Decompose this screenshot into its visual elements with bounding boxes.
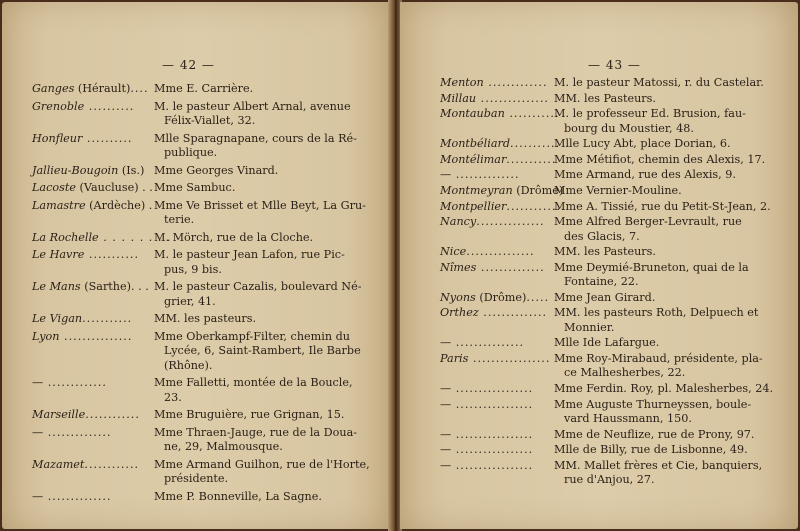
place-note: (Hérault) xyxy=(74,82,131,95)
entry-line: Mlle Ide Lafargue. xyxy=(554,336,660,350)
leader-dots: .......... xyxy=(84,99,135,113)
entry-text xyxy=(554,306,758,335)
place-label: — xyxy=(32,426,44,439)
entry-line: Mme de Neuflize, rue de Prony, 97. xyxy=(554,427,755,441)
leader-dots: .............. xyxy=(476,260,545,274)
entry-text xyxy=(554,76,764,90)
entry-text xyxy=(154,132,357,161)
leader-dots: ................. xyxy=(451,443,534,457)
right-page xyxy=(400,2,798,529)
entry-line: vard Haussmann, 150. xyxy=(564,412,692,425)
place-name xyxy=(440,168,520,182)
entry-line: Mme Roy-Mirabaud, présidente, pla- xyxy=(554,352,763,365)
leader-dots: ............. xyxy=(506,199,566,213)
place-name xyxy=(32,164,144,178)
entry-text xyxy=(554,168,736,182)
entry-text xyxy=(554,352,763,381)
entry-text xyxy=(154,312,256,326)
leader-dots: ........... xyxy=(504,107,560,121)
place-label: — xyxy=(440,458,452,472)
entry-line: Mme Jean Girard. xyxy=(554,290,656,304)
place-name xyxy=(440,200,566,214)
entry-line: Mme Georges Vinard. xyxy=(154,163,279,177)
place-name xyxy=(440,107,560,121)
place-name xyxy=(32,181,153,195)
entry-text xyxy=(554,428,754,442)
place-name xyxy=(32,376,107,390)
place-note: (Vaucluse) . . xyxy=(75,181,153,195)
leader-dots: ........... xyxy=(510,137,561,151)
entry-line: Mlle Lucy Abt, place Dorian, 6. xyxy=(554,137,731,151)
entry-line: Mme Bruguière, rue Grignan, 15. xyxy=(154,408,345,422)
place-name xyxy=(440,291,549,305)
leader-dots: . . . . . . . . xyxy=(98,230,172,244)
entry-text xyxy=(154,330,361,373)
place-name xyxy=(440,137,560,151)
place-label: Montpellier xyxy=(440,199,507,213)
place-name xyxy=(440,306,547,320)
entry-text xyxy=(554,92,656,106)
place-label: Nîmes xyxy=(440,260,477,274)
place-note: (Sarthe). . . xyxy=(80,280,149,294)
place-name xyxy=(32,312,132,326)
place-name xyxy=(440,245,535,259)
entry-line: bourg du Moustier, 48. xyxy=(564,121,694,135)
place-name xyxy=(32,458,139,472)
leader-dots: .............. xyxy=(478,306,548,320)
place-name xyxy=(32,199,152,213)
place-label: Le Havre xyxy=(32,248,85,262)
place-label: — xyxy=(32,490,44,503)
place-label: — xyxy=(32,376,44,390)
entry-text xyxy=(154,181,235,195)
place-note: (Drôme) xyxy=(475,290,527,304)
entry-text xyxy=(154,426,357,455)
place-label: Nancy xyxy=(440,215,477,229)
place-label: Mazamet xyxy=(32,458,85,471)
leader-dots: .............. xyxy=(43,426,112,439)
entry-line: Mme Sambuc. xyxy=(154,181,236,195)
entry-text xyxy=(554,459,762,488)
entry-line: M. le pasteur Jean Lafon, rue Pic- xyxy=(154,248,345,262)
entry-text xyxy=(154,458,370,487)
place-label: Marseille xyxy=(32,408,86,422)
entry-line: MM. les Pasteurs. xyxy=(554,91,656,105)
left-page xyxy=(2,2,390,529)
entry-line: rue d'Anjou, 27. xyxy=(564,473,655,487)
place-label: Montauban xyxy=(440,107,505,121)
place-name xyxy=(32,82,149,96)
place-name xyxy=(440,443,533,457)
entry-line: grier, 41. xyxy=(164,294,216,308)
place-label: Nyons xyxy=(440,290,476,304)
leader-dots: ........... xyxy=(84,248,140,262)
entry-line: Mme Deymié-Bruneton, quai de la xyxy=(554,260,749,274)
place-name xyxy=(440,352,550,366)
entry-text xyxy=(154,248,345,277)
place-label: — xyxy=(440,443,452,457)
page-number: — 42 — xyxy=(162,58,215,72)
place-name xyxy=(440,398,533,412)
place-name xyxy=(32,426,112,440)
entry-text xyxy=(154,490,322,504)
leader-dots: ................. xyxy=(468,352,551,365)
leader-dots: ............... xyxy=(476,215,545,229)
entry-text xyxy=(154,231,313,245)
place-label: Orthez xyxy=(440,306,479,320)
entry-text xyxy=(554,215,742,244)
entry-line: Mme Thraen-Jauge, rue de la Doua- xyxy=(154,426,358,439)
entry-line: Mme P. Bonneville, La Sagne. xyxy=(154,490,322,503)
place-name xyxy=(440,382,533,396)
place-name xyxy=(440,261,545,275)
entry-text xyxy=(154,82,253,96)
place-note: (Is.) xyxy=(118,163,145,177)
entry-line: Mlle Sparagnapane, cours de la Ré- xyxy=(154,131,357,145)
entry-text xyxy=(554,336,659,350)
entry-text xyxy=(154,164,278,178)
place-name xyxy=(32,231,172,245)
entry-line: Mme Armand Guilhon, rue de l'Horte, xyxy=(154,458,370,471)
place-label: — xyxy=(440,168,452,182)
place-label: Jallieu-Bougoin xyxy=(32,163,119,177)
place-label: Lamastre xyxy=(32,198,86,212)
entry-line: Mme Alfred Berger-Levrault, rue xyxy=(554,215,742,229)
place-name xyxy=(440,336,524,350)
place-label: — xyxy=(440,336,452,350)
entry-line: Mme E. Carrière. xyxy=(154,82,254,95)
entry-text xyxy=(554,137,731,151)
leader-dots: .......... xyxy=(82,131,133,145)
place-label: Menton xyxy=(440,76,484,89)
entry-line: Mme Armand, rue des Alexis, 9. xyxy=(554,168,736,182)
entry-line: Mme Métifiot, chemin des Alexis, 17. xyxy=(554,152,766,166)
place-name xyxy=(440,153,556,167)
entry-line: Mlle de Billy, rue de Lisbonne, 49. xyxy=(554,443,748,457)
leader-dots: ..... xyxy=(526,290,550,304)
place-label: Montmeyran xyxy=(440,184,513,197)
entry-line: M. le pasteur Albert Arnal, avenue xyxy=(154,99,351,113)
place-label: Montbéliard xyxy=(440,137,511,151)
entry-line: Mme Ferdin. Roy, pl. Malesherbes, 24. xyxy=(554,382,774,395)
entry-text xyxy=(554,245,656,259)
place-name xyxy=(32,132,132,146)
entry-text xyxy=(154,199,366,228)
entry-text xyxy=(554,184,682,198)
entry-text xyxy=(154,280,361,309)
entry-line: Mme Oberkampf-Filter, chemin du xyxy=(154,330,350,343)
place-name xyxy=(32,330,132,344)
entry-line: Mme Ve Brisset et Mlle Beyt, La Gru- xyxy=(154,198,366,212)
page-number: — 43 — xyxy=(588,58,641,72)
entry-line: MM. les pasteurs Roth, Delpuech et xyxy=(554,306,759,320)
place-label: Lacoste xyxy=(32,181,76,195)
directory-list xyxy=(2,2,390,529)
entry-line: Félix-Viallet, 32. xyxy=(164,114,256,127)
leader-dots: ............ xyxy=(84,458,140,471)
entry-line: (Rhône). xyxy=(164,358,213,372)
place-note: (Drôme) xyxy=(512,184,564,197)
place-name xyxy=(440,459,533,473)
entry-line: pus, 9 bis. xyxy=(164,262,222,276)
leader-dots: ............... xyxy=(59,330,133,343)
entry-line: Monnier. xyxy=(564,320,615,334)
entry-line: M. le pasteur Matossi, r. du Castelar. xyxy=(554,76,764,89)
entry-text xyxy=(154,100,351,129)
leader-dots: ........... xyxy=(82,312,133,326)
place-label: — xyxy=(440,427,452,441)
place-label: Paris xyxy=(440,352,469,365)
place-name xyxy=(32,248,139,262)
entry-line: MM. les Pasteurs. xyxy=(554,245,656,259)
entry-text xyxy=(154,376,353,405)
entry-text xyxy=(554,261,749,290)
place-note: (Ardèche) . xyxy=(85,198,153,212)
entry-text xyxy=(154,408,344,422)
leader-dots: ............ xyxy=(85,408,140,422)
entry-line: Lycée, 6, Saint-Rambert, Ile Barbe xyxy=(164,344,361,358)
place-label: — xyxy=(440,397,452,411)
place-name xyxy=(32,280,149,294)
entry-text xyxy=(554,382,773,396)
entry-line: présidente. xyxy=(164,472,229,486)
entry-line: MM. les pasteurs. xyxy=(154,312,257,326)
entry-line: M. le pasteur Cazalis, boulevard Né- xyxy=(154,280,362,294)
leader-dots: ............... xyxy=(451,336,525,350)
place-name xyxy=(32,100,134,114)
entry-text xyxy=(554,291,655,305)
entry-text xyxy=(554,398,751,427)
place-name xyxy=(32,490,112,504)
place-name xyxy=(32,408,140,422)
entry-text xyxy=(554,443,748,457)
leader-dots: ........... xyxy=(506,152,557,166)
place-name xyxy=(440,184,563,198)
place-name xyxy=(440,215,545,229)
leader-dots: ............... xyxy=(476,91,549,105)
entry-text xyxy=(554,200,771,214)
leader-dots: ................. xyxy=(451,458,534,472)
directory-list xyxy=(400,2,798,529)
leader-dots: ................. xyxy=(451,427,534,441)
place-label: Le Vigan xyxy=(32,312,83,326)
entry-line: M. le professeur Ed. Brusion, fau- xyxy=(554,107,746,121)
entry-line: des Glacis, 7. xyxy=(564,229,640,243)
entry-text xyxy=(554,153,765,167)
entry-line: Mme Vernier-Mouline. xyxy=(554,184,682,197)
leader-dots: ............. xyxy=(483,76,548,89)
place-label: Honfleur xyxy=(32,131,83,145)
place-label: Millau xyxy=(440,91,477,105)
leader-dots: ................. xyxy=(451,382,534,395)
entry-line: MM. Mallet frères et Cie, banquiers, xyxy=(554,458,763,472)
place-name xyxy=(440,76,548,90)
place-label: Lyon xyxy=(32,330,60,343)
leader-dots: ................. xyxy=(451,397,534,411)
leader-dots: .... xyxy=(130,82,149,95)
place-label: Le Mans xyxy=(32,280,81,294)
place-label: Ganges xyxy=(32,82,75,95)
entry-line: 23. xyxy=(164,390,182,404)
entry-line: Mme Falletti, montée de la Boucle, xyxy=(154,376,353,390)
entry-line: Fontaine, 22. xyxy=(564,275,639,289)
leader-dots: ............... xyxy=(466,245,535,259)
entry-line: M. Mörch, rue de la Cloche. xyxy=(154,230,314,244)
place-name xyxy=(440,92,549,106)
leader-dots: .............. xyxy=(451,168,520,182)
leader-dots: .............. xyxy=(43,490,112,503)
place-name xyxy=(440,428,533,442)
place-label: Grenoble xyxy=(32,99,85,113)
entry-text xyxy=(554,107,746,136)
entry-line: publique. xyxy=(164,146,218,159)
place-label: Montélimar xyxy=(440,152,507,166)
place-label: — xyxy=(440,382,452,395)
place-label: Nice xyxy=(440,245,467,259)
entry-line: ne, 29, Malmousque. xyxy=(164,440,283,454)
entry-line: Mme Auguste Thurneyssen, boule- xyxy=(554,397,752,411)
entry-line: terie. xyxy=(164,213,195,227)
entry-line: Mme A. Tissié, rue du Petit-St-Jean, 2. xyxy=(554,199,771,213)
leader-dots: ............. xyxy=(43,376,107,390)
place-label: La Rochelle xyxy=(32,230,99,244)
entry-line: ce Malhesherbes, 22. xyxy=(564,366,686,380)
